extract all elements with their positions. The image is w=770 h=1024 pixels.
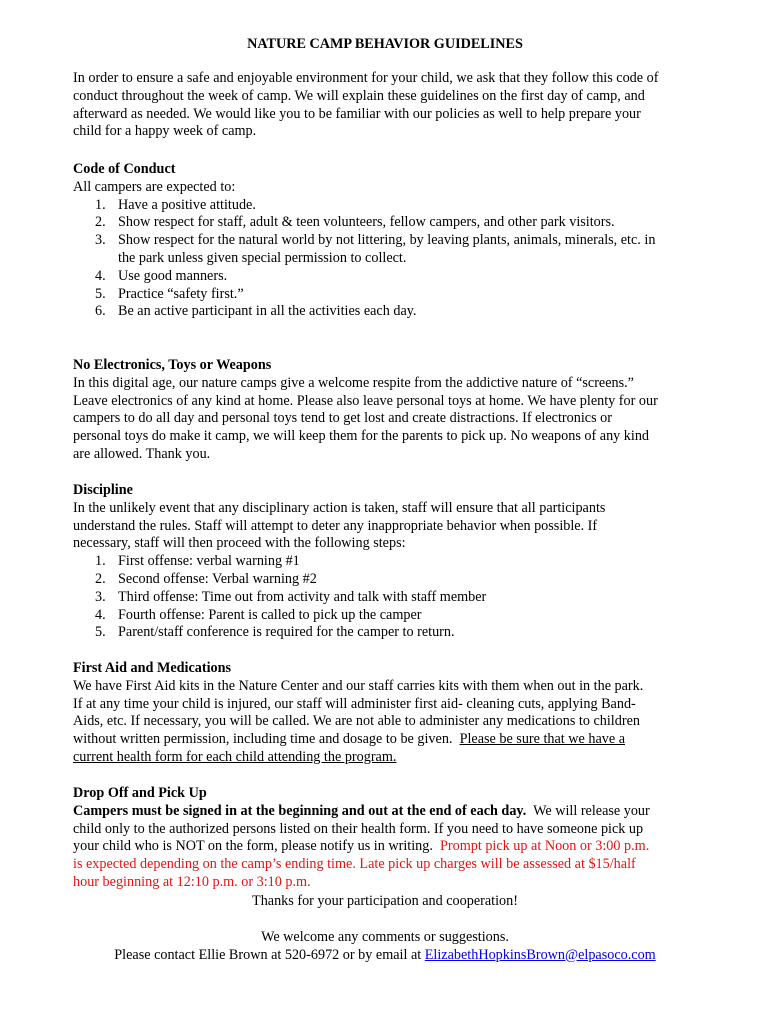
list-text: Second offense: Verbal warning #2 [118,570,317,587]
section-heading: Drop Off and Pick Up [73,785,207,801]
list-item [73,286,705,304]
welcome-text: We welcome any comments or suggestions. [261,929,509,945]
red-notice-text: Prompt pick up at Noon or 3:00 p.m. [440,838,650,855]
list-text: Show respect for the natural world by not littering, by leaving plants, animals, minerals, etc. in [118,232,656,249]
list-text: First offense: verbal warning #1 [118,553,300,570]
discipline-steps-list [73,553,705,642]
paragraph-line: understand the rules. Staff will attempt to deter any inappropriate behavior when possible. If [73,517,598,534]
underlined-text: Please be sure that we have a [459,731,626,748]
paragraph-line [73,731,705,749]
paragraph-line: Aids, etc. If necessary, you will be called. We are not able to administer any medications to children [73,713,640,730]
paragraph-line [73,803,705,821]
paragraph-line: We have First Aid kits in the Nature Center and our staff carries kits with them when out in the park. [73,677,644,694]
list-number: 2. [95,214,106,231]
paragraph-line: If at any time your child is injured, our staff will administer first aid- cleaning cuts, applying Band- [73,695,636,712]
intro-line: conduct throughout the week of camp. We will explain these guidelines on the first day of camp, and [73,87,645,104]
bold-lead-text: Campers must be signed in at the beginning and out at the end of each day. [73,802,527,819]
list-number: 1. [95,196,106,213]
list-text: Have a positive attitude. [118,196,256,213]
list-text: Use good manners. [118,267,228,284]
section-heading: Discipline [73,482,133,498]
plain-text: We will release your [526,802,650,819]
email-link[interactable]: ElizabethHopkinsBrown@elpasoco.com [424,946,656,963]
list-number: 2. [95,570,106,587]
list-item [73,268,705,286]
list-number: 4. [95,267,106,284]
list-item [73,607,705,625]
section-heading: Code of Conduct [73,161,176,177]
paragraph-line: child only to the authorized persons listed on their health form. If you need to have someone pick up [73,820,644,837]
drop-off-section [73,785,705,892]
first-aid-section [73,660,705,767]
section-heading: No Electronics, Toys or Weapons [73,357,272,373]
contact-line [0,947,770,965]
code-of-conduct-section [73,161,705,321]
intro-paragraph [73,70,705,141]
paragraph-line: personal toys do make it camp, we will keep them for the parents to pick up. No weapons of any kind [73,428,650,445]
paragraph-line: are allowed. Thank you. [73,445,211,462]
list-number: 1. [95,553,106,570]
list-item [73,571,705,589]
red-notice-text: hour beginning at 12:10 p.m. or 3:10 p.m. [73,873,311,890]
no-electronics-section [73,357,705,464]
paragraph-line: Leave electronics of any kind at home. Please also leave personal toys at home. We have plenty for our [73,392,658,409]
paragraph-line: campers to do all day and personal toys tend to get lost and create distractions. If electronics or [73,410,612,427]
list-number: 6. [95,303,106,320]
conduct-list [73,197,705,322]
list-number: 3. [95,232,106,249]
red-notice-text: is expected depending on the camp’s ending time. Late pick up charges will be assessed at $15/half [73,856,636,873]
list-text: Be an active participant in all the activities each day. [118,303,417,320]
list-number: 3. [95,588,106,605]
list-item [73,303,705,321]
underlined-text: current health form for each child attending the program. [73,748,397,765]
thanks-text: Thanks for your participation and cooperation! [252,893,518,909]
contact-prefix: Please contact Ellie Brown at 520-6972 or by email at [114,946,425,963]
paragraph-line: In the unlikely event that any disciplinary action is taken, staff will ensure that all participants [73,499,606,516]
section-heading: First Aid and Medications [73,660,232,676]
list-item [73,589,705,607]
list-text: Third offense: Time out from activity and talk with staff member [118,588,487,605]
list-text: Fourth offense: Parent is called to pick up the camper [118,606,422,623]
discipline-section [73,482,705,642]
list-item [73,624,705,642]
contact-block [0,929,770,965]
page-title: NATURE CAMP BEHAVIOR GUIDELINES [247,36,523,52]
list-item [73,197,705,215]
plain-text: your child who is NOT on the form, please notify us in writing. [73,838,440,855]
list-item [73,232,705,268]
plain-text: without written permission, including time and dosage to be given. [73,731,460,748]
list-text: Practice “safety first.” [118,285,244,302]
intro-line: afterward as needed. We would like you to be familiar with our policies as well to help prepare your [73,105,641,122]
list-number: 5. [95,285,106,302]
intro-line: In order to ensure a safe and enjoyable environment for your child, we ask that they follow this code of [73,70,659,86]
paragraph-line [73,838,705,856]
list-text: the park unless given special permission to collect. [118,249,407,266]
paragraph-line: In this digital age, our nature camps give a welcome respite from the addictive nature of “screens.” [73,374,634,391]
section-lead: All campers are expected to: [73,178,236,195]
list-text: Parent/staff conference is required for the camper to return. [118,624,455,641]
intro-line: child for a happy week of camp. [73,123,257,140]
list-item [73,214,705,232]
list-text: Show respect for staff, adult & teen volunteers, fellow campers, and other park visitors. [118,214,615,231]
list-number: 5. [95,624,106,641]
list-number: 4. [95,606,106,623]
paragraph-line: necessary, staff will then proceed with the following steps: [73,535,406,552]
list-item [73,553,705,571]
thanks-line [0,893,770,911]
